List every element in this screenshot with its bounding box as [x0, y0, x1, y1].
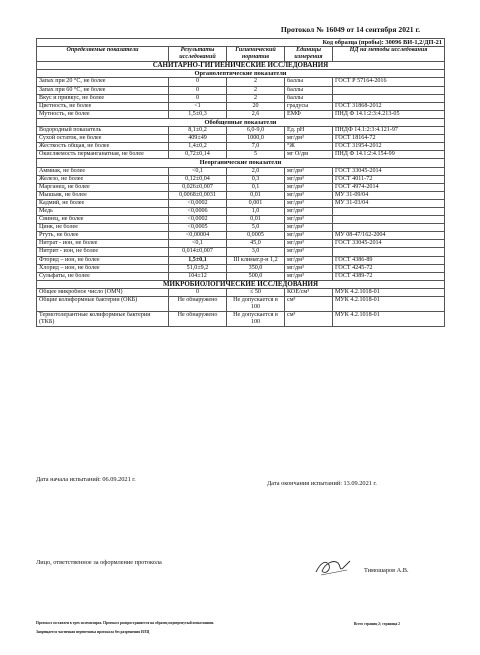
- cell-result: <0,1: [169, 240, 227, 248]
- end-date: Дата окончания испытаний: 13.09.2021 г.: [267, 480, 377, 487]
- cell-result: 104±12: [169, 272, 227, 280]
- cell-method: [333, 224, 445, 232]
- sample-code-row: [37, 39, 445, 47]
- cell-unit: мг/дм³: [285, 224, 333, 232]
- cell-method: МУК 4.2.1018-01: [333, 288, 445, 296]
- cell-norm: 7,0: [227, 143, 285, 151]
- table-row: [37, 191, 445, 199]
- header-unit: Единицы измерения: [285, 47, 333, 62]
- cell-unit: мг/дм³: [285, 240, 333, 248]
- cell-method: ГОСТ 33045-2014: [333, 240, 445, 248]
- cell-unit: баллы: [285, 86, 333, 94]
- section-row: [37, 62, 445, 70]
- cell-method: ПНД Ф 14.1:2:3:4.213-05: [333, 110, 445, 118]
- section-title: САНИТАРНО-ГИГИЕНИЧЕСКИЕ ИССЛЕДОВАНИЯ: [37, 62, 445, 70]
- cell-indicator: Железо, не более: [37, 175, 169, 183]
- footnote-reprint: Запрещается частичная перепечатка протокола без разрешения ИЛЦ: [36, 630, 150, 634]
- table-row: [37, 143, 445, 151]
- table-row: [37, 78, 445, 86]
- cell-unit: мг/дм³: [285, 167, 333, 175]
- cell-indicator: Свинец, не более: [37, 216, 169, 224]
- cell-method: [333, 86, 445, 94]
- cell-result: 0: [169, 86, 227, 94]
- cell-unit: см³: [285, 297, 333, 312]
- section-row: [37, 280, 445, 288]
- cell-unit: мг/дм³: [285, 175, 333, 183]
- table-row: [37, 199, 445, 207]
- cell-method: МУ 08-47/162-2004: [333, 232, 445, 240]
- cell-norm: 350,0: [227, 264, 285, 272]
- table-row: [37, 167, 445, 175]
- cell-indicator: Цветность, не более: [37, 102, 169, 110]
- cell-indicator: Нитрит - ион, не более: [37, 248, 169, 256]
- cell-norm: 0,3: [227, 175, 285, 183]
- cell-indicator: Сухой остаток, не более: [37, 135, 169, 143]
- cell-unit: мг/дм³: [285, 191, 333, 199]
- cell-result: 0,026±0,007: [169, 183, 227, 191]
- cell-result: <0,0002: [169, 199, 227, 207]
- cell-result: 409±49: [169, 135, 227, 143]
- table-row: [37, 232, 445, 240]
- cell-indicator: Медь: [37, 207, 169, 215]
- table-row: [37, 94, 445, 102]
- cell-result: <0,1: [169, 167, 227, 175]
- cell-unit: мг/дм³: [285, 207, 333, 215]
- cell-method: [333, 216, 445, 224]
- cell-method: [333, 248, 445, 256]
- cell-norm: III климат.р-н 1,2: [227, 256, 285, 264]
- cell-method: ГОСТ Р 57164-2016: [333, 78, 445, 86]
- cell-method: МУК 4.2.1018-01: [333, 312, 445, 327]
- cell-result: 0,72±0,14: [169, 151, 227, 159]
- cell-method: МУ 31-09/04: [333, 191, 445, 199]
- footnote-copies: Протокол составлен в трех экземплярах. Протокол распространяется на образец подвергнутый испытаниям.: [36, 621, 215, 625]
- cell-method: ГОСТ 31954-2012: [333, 143, 445, 151]
- cell-norm: 0,01: [227, 191, 285, 199]
- cell-method: ГОСТ 31868-2012: [333, 102, 445, 110]
- cell-method: ГОСТ 4245-72: [333, 264, 445, 272]
- responsible-label: Лицо, ответственное за оформление протокола: [36, 559, 162, 566]
- cell-unit: см³: [285, 312, 333, 327]
- cell-unit: мг/дм³: [285, 232, 333, 240]
- table-row: [37, 216, 445, 224]
- cell-indicator: Сульфаты, не более: [37, 272, 169, 280]
- cell-result: 51,0±9,2: [169, 264, 227, 272]
- cell-unit: мг/дм³: [285, 135, 333, 143]
- cell-indicator: Марганец, не более: [37, 183, 169, 191]
- cell-result: 1,5±0,1: [169, 256, 227, 264]
- table-row: [37, 110, 445, 118]
- cell-method: МУ 31-03/04: [333, 199, 445, 207]
- table-row: [37, 127, 445, 135]
- cell-unit: Ед. рН: [285, 127, 333, 135]
- cell-result: 0,0068±0,0031: [169, 191, 227, 199]
- group-row: [37, 118, 445, 126]
- cell-norm: 500,0: [227, 272, 285, 280]
- cell-indicator: Мутность, не более: [37, 110, 169, 118]
- cell-unit: КОЕ/см³: [285, 288, 333, 296]
- signature-image: [313, 556, 353, 578]
- cell-unit: мг/дм³: [285, 264, 333, 272]
- cell-indicator: Запах при 60 °С, не более: [37, 86, 169, 94]
- group-title: Обобщенные показатели: [37, 118, 445, 126]
- cell-norm: 0,01: [227, 216, 285, 224]
- cell-result: Не обнаружено: [169, 312, 227, 327]
- group-title: Неорганические показатели: [37, 159, 445, 167]
- cell-unit: мг/дм³: [285, 256, 333, 264]
- table-row: [37, 151, 445, 159]
- cell-result: 0: [169, 94, 227, 102]
- cell-indicator: Нитрат - ион, не более: [37, 240, 169, 248]
- cell-norm: 45,0: [227, 240, 285, 248]
- cell-method: ПНДФ 14.1:2:3:4.121-97: [333, 127, 445, 135]
- cell-norm: 5: [227, 151, 285, 159]
- cell-unit: мг/дм³: [285, 216, 333, 224]
- cell-unit: мг/дм³: [285, 248, 333, 256]
- header-method: НД на методы исследования: [333, 47, 445, 62]
- cell-method: ГОСТ 4974-2014: [333, 183, 445, 191]
- table-row: [37, 175, 445, 183]
- cell-indicator: Кадмий, не более: [37, 199, 169, 207]
- cell-norm: 0,0005: [227, 232, 285, 240]
- cell-norm: Не допускается в 100: [227, 297, 285, 312]
- cell-norm: 2: [227, 86, 285, 94]
- cell-norm: 3,0: [227, 248, 285, 256]
- table-row: [37, 256, 445, 264]
- cell-norm: 20: [227, 102, 285, 110]
- cell-unit: мг О/дм: [285, 151, 333, 159]
- cell-norm: 0,001: [227, 199, 285, 207]
- cell-norm: 5,0: [227, 224, 285, 232]
- cell-norm: 2: [227, 78, 285, 86]
- cell-norm: ≤ 50: [227, 288, 285, 296]
- sample-code: Код образца (пробы): 30096 ВИ-1,2/ДП-21: [37, 39, 445, 47]
- cell-unit: мг/дм³: [285, 272, 333, 280]
- cell-norm: Не допускается в 100: [227, 312, 285, 327]
- cell-result: 0,014±0,007: [169, 248, 227, 256]
- responsible-name: Тимошаров А.В.: [364, 567, 409, 574]
- cell-indicator: Аммиак, не более: [37, 167, 169, 175]
- page-number: Всего страниц 2; страница 2: [354, 622, 400, 626]
- cell-result: <0,00004: [169, 232, 227, 240]
- table-row: [37, 102, 445, 110]
- cell-result: <1: [169, 102, 227, 110]
- cell-norm: 2,0: [227, 167, 285, 175]
- cell-method: ГОСТ 4011-72: [333, 175, 445, 183]
- table-row: [37, 86, 445, 94]
- table-row: [37, 183, 445, 191]
- header-norm: Гигиенический норматив: [227, 47, 285, 62]
- table-header-row: [37, 47, 445, 62]
- table-row: [37, 240, 445, 248]
- cell-indicator: Ртуть, не более: [37, 232, 169, 240]
- group-title: Органолептические показатели: [37, 70, 445, 78]
- cell-indicator: Мышьяк, не более: [37, 191, 169, 199]
- section-title: МИКРОБИОЛОГИЧЕСКИЕ ИССЛЕДОВАНИЯ: [37, 280, 445, 288]
- cell-indicator: Фторид – ион, не более: [37, 256, 169, 264]
- cell-result: 1,5±0,3: [169, 110, 227, 118]
- cell-norm: 1000,0: [227, 135, 285, 143]
- cell-norm: 0,1: [227, 183, 285, 191]
- protocol-title: Протокол № 16049 от 14 сентября 2021 г.: [280, 25, 420, 34]
- cell-result: <0,0005: [169, 224, 227, 232]
- cell-result: 0: [169, 288, 227, 296]
- header-result: Результаты исследований: [169, 47, 227, 62]
- cell-unit: баллы: [285, 94, 333, 102]
- cell-indicator: Окисляемость перманганатная, не более: [37, 151, 169, 159]
- cell-indicator: Хлорид – ион, не более: [37, 264, 169, 272]
- cell-indicator: Термотолерантные колиформные бактерии (ТКБ): [37, 312, 169, 327]
- cell-norm: 1,0: [227, 207, 285, 215]
- cell-indicator: Запах при 20 °С, не более: [37, 78, 169, 86]
- cell-indicator: Цинк, не более: [37, 224, 169, 232]
- cell-method: МУК 4.2.1018-01: [333, 297, 445, 312]
- group-row: [37, 159, 445, 167]
- cell-method: ГОСТ 4389-72: [333, 272, 445, 280]
- cell-method: ПНД Ф 14.1:2:4.154-99: [333, 151, 445, 159]
- table-row: [37, 297, 445, 312]
- table-row: [37, 288, 445, 296]
- cell-unit: градусы: [285, 102, 333, 110]
- cell-method: [333, 207, 445, 215]
- cell-method: ГОСТ 4386-89: [333, 256, 445, 264]
- cell-result: 0,12±0,04: [169, 175, 227, 183]
- cell-indicator: Водородный показатель: [37, 127, 169, 135]
- table-row: [37, 135, 445, 143]
- cell-indicator: Общее микробное число (ОМЧ): [37, 288, 169, 296]
- cell-result: Не обнаружено: [169, 297, 227, 312]
- cell-method: ГОСТ 18164-72: [333, 135, 445, 143]
- start-date: Дата начала испытаний: 06.09.2021 г.: [36, 476, 136, 483]
- cell-result: <0,0002: [169, 216, 227, 224]
- cell-unit: мг/дм³: [285, 199, 333, 207]
- cell-method: [333, 94, 445, 102]
- cell-norm: 2,6: [227, 110, 285, 118]
- cell-unit: баллы: [285, 78, 333, 86]
- table-row: [37, 224, 445, 232]
- cell-unit: мг/дм³: [285, 183, 333, 191]
- results-table: [36, 38, 445, 327]
- table-row: [37, 207, 445, 215]
- cell-unit: ЕМФ: [285, 110, 333, 118]
- cell-indicator: Вкус и привкус, не более: [37, 94, 169, 102]
- cell-result: <0,0006: [169, 207, 227, 215]
- cell-result: 0: [169, 78, 227, 86]
- header-indicator: Определяемые показатели: [37, 47, 169, 62]
- table-row: [37, 248, 445, 256]
- cell-method: ГОСТ 33045-2014: [333, 167, 445, 175]
- table-row: [37, 264, 445, 272]
- cell-norm: 6,0-9,0: [227, 127, 285, 135]
- table-row: [37, 272, 445, 280]
- table-row: [37, 312, 445, 327]
- cell-indicator: Общие колиформные бактерии (ОКБ): [37, 297, 169, 312]
- cell-result: 8,1±0,2: [169, 127, 227, 135]
- cell-norm: 2: [227, 94, 285, 102]
- cell-result: 1,4±0,2: [169, 143, 227, 151]
- cell-unit: °Ж: [285, 143, 333, 151]
- cell-indicator: Жесткость общая, не более: [37, 143, 169, 151]
- group-row: [37, 70, 445, 78]
